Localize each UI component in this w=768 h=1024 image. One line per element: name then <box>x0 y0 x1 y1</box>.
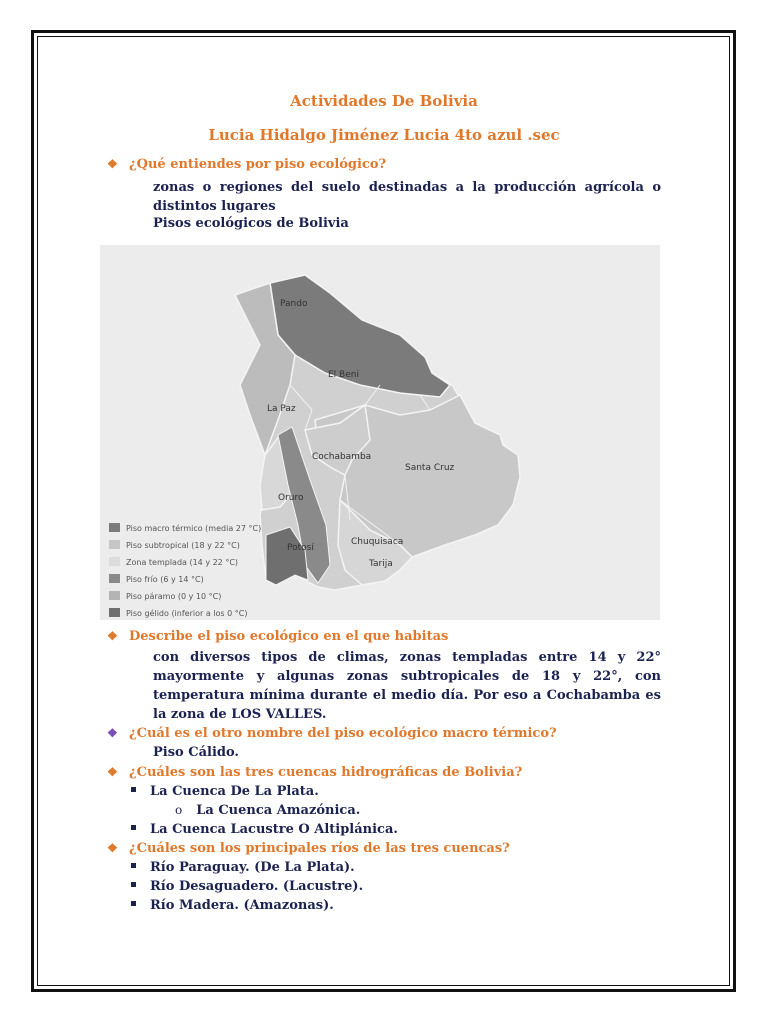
question-4-text: ¿Cuáles son las tres cuencas hidrográficas de Bolivia? <box>129 765 523 780</box>
label-chuquisaca: Chuquisaca <box>351 537 404 547</box>
map-legend <box>109 523 261 618</box>
circle-bullet-icon: o <box>175 803 183 817</box>
map-subheading: Pisos ecológicos de Bolivia <box>153 216 349 231</box>
square-bullet-icon <box>131 787 136 792</box>
square-bullet-icon <box>131 825 136 830</box>
list-item-text: La Cuenca Lacustre O Altiplánica. <box>150 822 398 837</box>
diamond-bullet-icon: ❖ <box>107 765 118 779</box>
legend-label-2: Piso subtropical (18 y 22 °C) <box>126 541 240 550</box>
question-2 <box>107 629 448 644</box>
legend-swatch-5 <box>109 591 120 600</box>
answer-3: Piso Cálido. <box>153 745 239 760</box>
legend-label-4: Piso frío (6 y 14 °C) <box>126 575 204 584</box>
square-bullet-icon <box>131 863 136 868</box>
label-oruro: Oruro <box>278 493 304 503</box>
legend-label-5: Piso páramo (0 y 10 °C) <box>126 592 222 601</box>
legend-swatch-2 <box>109 540 120 549</box>
legend-label-1: Piso macro térmico (media 27 °C) <box>126 524 262 533</box>
list-item-text: Río Madera. (Amazonas). <box>150 898 334 913</box>
list-item <box>131 898 334 913</box>
question-4 <box>107 765 522 780</box>
square-bullet-icon <box>131 901 136 906</box>
legend-swatch-6 <box>109 608 120 617</box>
label-tarija: Tarija <box>369 559 393 569</box>
label-santa-cruz: Santa Cruz <box>405 463 455 473</box>
label-la-paz: La Paz <box>267 404 296 414</box>
diamond-bullet-icon: ❖ <box>107 157 118 171</box>
label-potosi: Potosí <box>287 543 314 553</box>
label-cochabamba: Cochabamba <box>312 452 372 462</box>
map-svg <box>100 245 660 620</box>
diamond-bullet-icon: ❖ <box>107 841 118 855</box>
list-item <box>131 822 398 837</box>
question-3-text: ¿Cuál es el otro nombre del piso ecológico macro térmico? <box>129 726 557 741</box>
diamond-bullet-icon: ❖ <box>107 629 118 643</box>
square-bullet-icon <box>131 882 136 887</box>
document-title: Actividades De Bolivia <box>290 92 478 110</box>
question-5 <box>107 841 510 856</box>
question-1-text: ¿Qué entiendes por piso ecológico? <box>129 157 387 172</box>
legend-swatch-1 <box>109 523 120 532</box>
list-item-text: La Cuenca Amazónica. <box>196 803 361 818</box>
question-3 <box>107 726 557 741</box>
legend-label-3: Zona templada (14 y 22 °C) <box>126 558 239 567</box>
question-1 <box>107 157 386 172</box>
list-item <box>175 803 360 818</box>
bolivia-ecological-map <box>100 245 660 620</box>
answer-1: zonas o regiones del suelo destinadas a la producción agrícola o distintos lugares <box>153 180 661 214</box>
list-item-text: Río Paraguay. (De La Plata). <box>150 860 355 875</box>
question-5-text: ¿Cuáles son los principales ríos de las tres cuencas? <box>129 841 510 856</box>
question-2-text: Describe el piso ecológico en el que habitas <box>129 629 449 644</box>
legend-swatch-3 <box>109 557 120 566</box>
list-item <box>131 879 363 894</box>
legend-label-6: Piso gélido (inferior a los 0 °C) <box>126 609 248 618</box>
list-item <box>131 860 355 875</box>
list-item <box>131 784 319 799</box>
list-item-text: Río Desaguadero. (Lacustre). <box>150 879 364 894</box>
diamond-bullet-icon: ❖ <box>107 726 118 740</box>
author-line: Lucia Hidalgo Jiménez Lucia 4to azul .sec <box>208 126 560 144</box>
label-beni: El Beni <box>328 370 359 380</box>
answer-2: con diversos tipos de climas, zonas templadas entre 14 y 22° mayormente y algunas zonas subtropicales de 18 y 22°, con temperatura mínima durante el medio día. Por eso a Cochabamba es la zona de LOS VALLES. <box>153 650 661 722</box>
legend-swatch-4 <box>109 574 120 583</box>
label-pando: Pando <box>280 299 308 309</box>
list-item-text: La Cuenca De La Plata. <box>150 784 319 799</box>
